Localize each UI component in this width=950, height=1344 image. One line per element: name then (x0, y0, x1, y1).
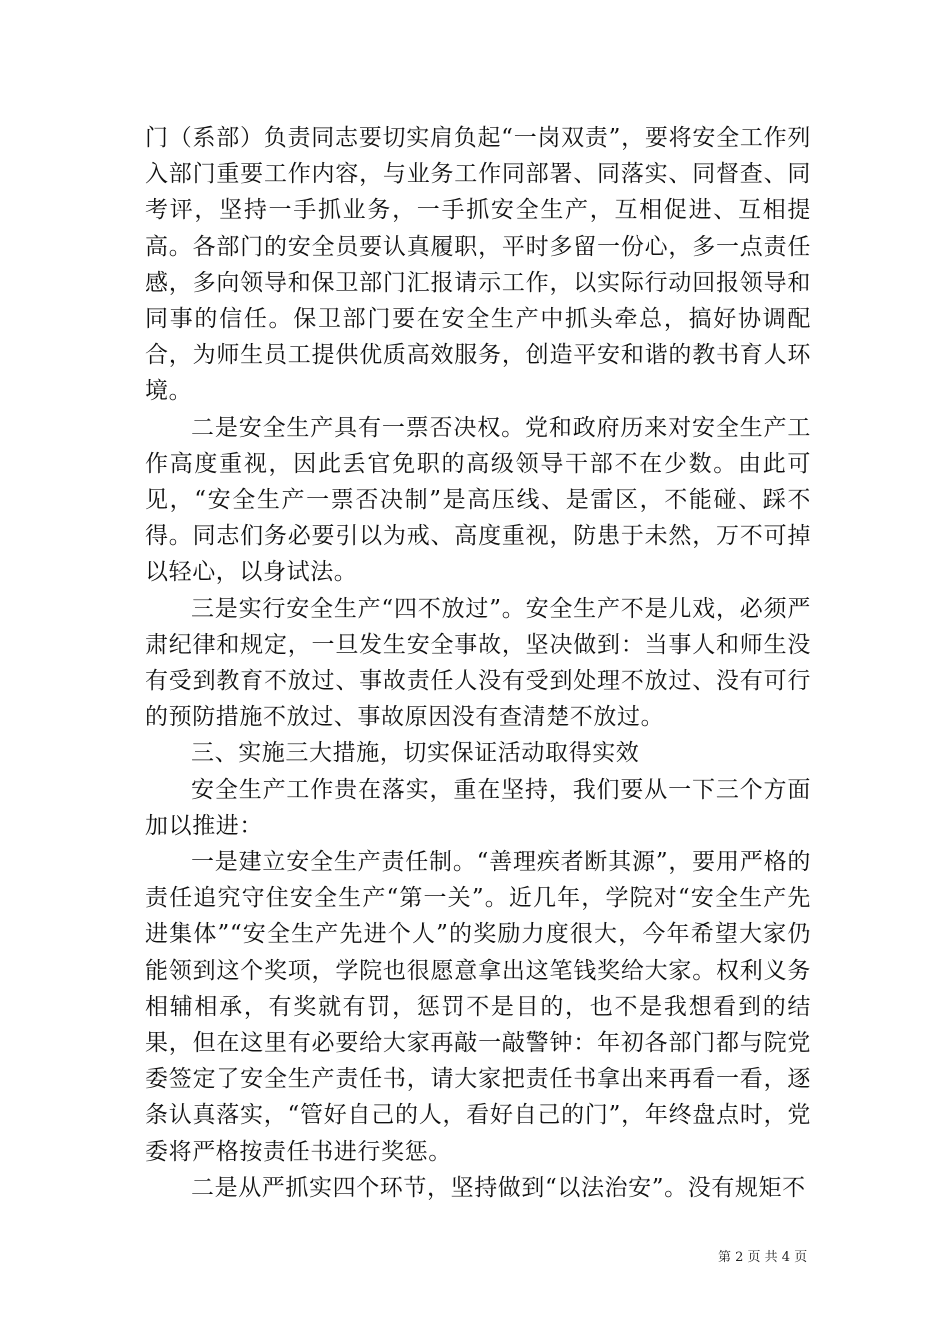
paragraph-veto-power: 二是安全生产具有一票否决权。党和政府历来对安全生产工作高度重视，因此丢官免职的高级领导干部不在少数。由此可见，“安全生产一票否决制”是高压线、是雷区，不能碰、踩不得。同志们务必要引以为戒、高度重视，防患于未然，万不可掉以轻心，以身试法。 (145, 414, 811, 586)
paragraph-responsibility-system: 一是建立安全生产责任制。“善理疾者断其源”，要用严格的责任追究守住安全生产“第一关”。近几年，学院对“安全生产先进集体”“安全生产先进个人”的奖励力度很大，今年希望大家仍能领到这个奖项，学院也很愿意拿出这笔钱奖给大家。权利义务相辅相承，有奖就有罚，惩罚不是目的，也不是我想看到的结果，但在这里有必要给大家再敲一敲警钟：年初各部门都与院党委签定了安全生产责任书，请大家把责任书拿出来再看一看，逐条认真落实，“管好自己的人，看好自己的门”，年终盘点时，党委将严格按责任书进行奖惩。 (145, 849, 811, 1165)
paragraph-four-not-let-go: 三是实行安全生产“四不放过”。安全生产不是儿戏，必须严肃纪律和规定，一旦发生安全事故，坚决做到：当事人和师生没有受到教育不放过、事故责任人没有受到处理不放过、没有可行的预防措施不放过、事故原因没有查清楚不放过。 (145, 595, 811, 731)
paragraph-four-links: 二是从严抓实四个环节，坚持做到“以法治安”。没有规矩不 (191, 1174, 806, 1201)
paragraph-intro-measures: 安全生产工作贵在落实，重在坚持，我们要从一下三个方面加以推进： (145, 776, 811, 839)
section-heading-three-measures: 三、实施三大措施，切实保证活动取得实效 (191, 740, 640, 767)
page-number-footer: 第 2 页 共 4 页 (718, 1250, 808, 1265)
paragraph-continuation: 门（系部）负责同志要切实肩负起“一岗双责”，要将安全工作列入部门重要工作内容，与业务工作同部署、同落实、同督查、同考评，坚持一手抓业务，一手抓安全生产，互相促进、互相提高。各部门的安全员要认真履职，平时多留一份心，多一点责任感，多向领导和保卫部门汇报请示工作，以实际行动回报领导和同事的信任。保卫部门要在安全生产中抓头牵总，搞好协调配合，为师生员工提供优质高效服务，创造平安和谐的教书育人环境。 (145, 125, 811, 405)
document-body (145, 120, 811, 1206)
